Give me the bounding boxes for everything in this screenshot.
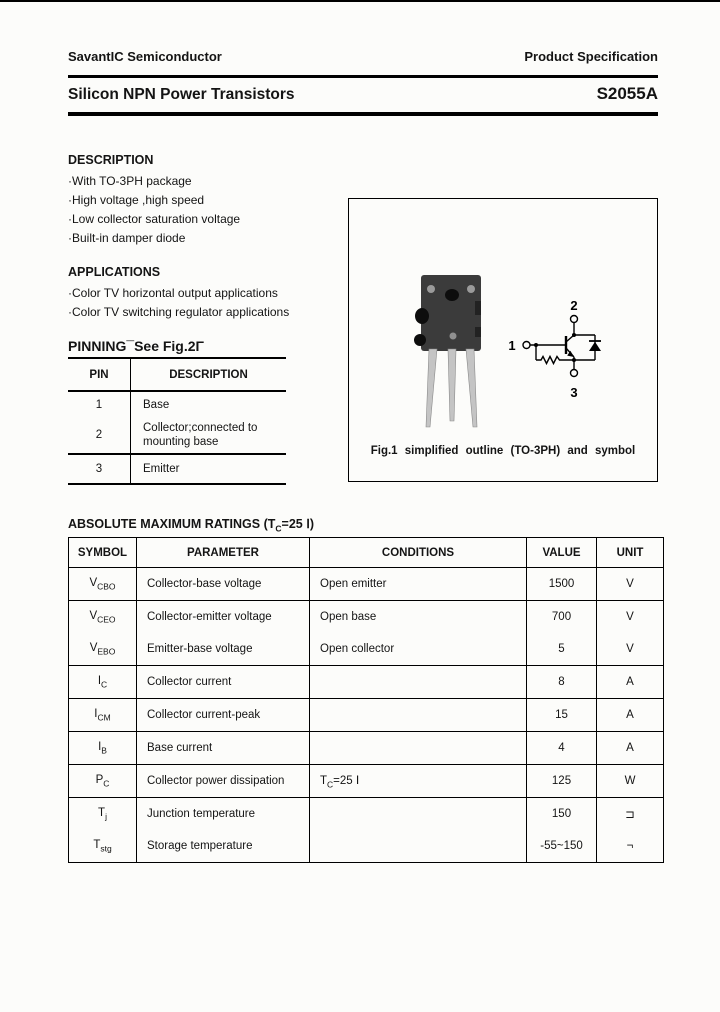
rating-symbol: $V_{EBO}$ [69,633,137,666]
rating-unit: ⊐ [597,798,664,831]
rating-condition [310,666,527,699]
col-parameter: PARAMETER [137,538,310,568]
rating-value: 5 [527,633,597,666]
symbol-pin2-label: 2 [570,298,578,313]
page-top-border [0,0,720,2]
transistor-photo-illustration [414,275,481,427]
rating-condition: Open base [310,601,527,634]
table-row [69,732,664,765]
table-row [69,666,664,699]
title-rule [68,112,658,116]
ratings-heading-sub: C [275,523,282,534]
part-number: S2055A [596,84,658,103]
rating-parameter: Junction temperature [137,798,310,831]
pin-description: Emitter [131,454,287,484]
ratings-heading-cond: =25 Ⅰ) [281,517,315,531]
pinning-col-pin: PIN [68,358,131,391]
rating-unit: V [597,633,664,666]
symbol-pin3-label: 3 [570,385,578,400]
rating-parameter: Emitter-base voltage [137,633,310,666]
pin-number: 3 [68,454,131,484]
rating-value: 125 [527,765,597,798]
doc-type-label: Product Specification [524,49,658,64]
ratings-heading [68,516,314,534]
rating-parameter: Collector power dissipation [137,765,310,798]
rating-parameter: Collector-emitter voltage [137,601,310,634]
rating-value: 150 [527,798,597,831]
rating-condition [310,732,527,765]
pin-number: 1 [68,391,131,417]
rating-value: 15 [527,699,597,732]
pin-description: Collector;connected to mounting base [131,417,287,454]
pin-number: 2 [68,417,131,454]
symbol-pin1-label: 1 [508,338,516,353]
applications-heading: APPLICATIONS [68,265,161,279]
rating-symbol: $T_{stg}$ [69,830,137,863]
application-item: ·Color TV horizontal output applications [68,286,278,300]
rating-parameter: Collector current [137,666,310,699]
table-row [69,699,664,732]
rating-condition [310,699,527,732]
doc-title: Silicon NPN Power Transistors [68,86,295,103]
table-row [69,830,664,863]
section-description [68,153,240,248]
table-row [69,798,664,831]
company-name: SavantIC Semiconductor [68,49,222,64]
col-unit: UNIT [597,538,664,568]
pinning-table [68,357,286,485]
rating-value: 4 [527,732,597,765]
rating-parameter: Collector current-peak [137,699,310,732]
table-row [69,568,664,601]
description-item: ·With TO-3PH package [68,174,192,188]
table-row [68,417,286,454]
rating-condition [310,798,527,831]
rating-condition: Open emitter [310,568,527,601]
pin-description: Base [143,398,170,411]
figure-1 [348,198,658,482]
description-heading: DESCRIPTION [68,153,154,167]
rating-symbol: $P_C$ [69,765,137,798]
col-value: VALUE [527,538,597,568]
description-item: ·High voltage ,high speed [68,193,205,207]
table-row [69,633,664,666]
figure-graphics [349,199,657,481]
rating-symbol: $T_j$ [69,798,137,831]
header-rule [68,75,658,78]
table-row [68,391,286,417]
rating-symbol: $V_{CEO}$ [69,601,137,634]
col-conditions: CONDITIONS [310,538,527,568]
table-row [69,765,664,798]
npn-symbol [508,298,601,400]
rating-unit: A [597,666,664,699]
description-item: ·Built-in damper diode [68,231,186,245]
rating-unit: V [597,601,664,634]
rating-symbol: $I_{CM}$ [69,699,137,732]
rating-parameter: Base current [137,732,310,765]
rating-unit: V [597,568,664,601]
rating-symbol: $I_B$ [69,732,137,765]
ratings-table [68,537,664,863]
rating-condition: $T_C=25$ Ⅰ [310,765,527,798]
rating-unit: ¬ [597,830,664,863]
table-row [69,601,664,634]
rating-value: 8 [527,666,597,699]
pinning-heading: PINNING¯See Fig.2Γ [68,338,204,354]
rating-unit: A [597,732,664,765]
pinning-col-description: DESCRIPTION [131,358,287,391]
col-symbol: SYMBOL [69,538,137,568]
rating-condition [310,830,527,863]
pinning-header-row [68,358,286,391]
rating-value: -55~150 [527,830,597,863]
table-row [68,454,286,484]
section-applications [68,265,289,322]
rating-condition: Open collector [310,633,527,666]
rating-symbol: $V_{CBO}$ [69,568,137,601]
figure-caption: Fig.1 simplified outline (TO-3PH) and symbol [370,445,636,457]
rating-unit: A [597,699,664,732]
rating-value: 700 [527,601,597,634]
rating-value: 1500 [527,568,597,601]
rating-unit: W [597,765,664,798]
description-item: ·Low collector saturation voltage [68,212,241,226]
ratings-heading-text: ABSOLUTE MAXIMUM RATINGS (T [68,517,276,531]
rating-parameter: Collector-base voltage [137,568,310,601]
ratings-header-row [69,538,664,568]
application-item: ·Color TV switching regulator applications [68,305,290,319]
rating-parameter: Storage temperature [137,830,310,863]
rating-symbol: $I_C$ [69,666,137,699]
